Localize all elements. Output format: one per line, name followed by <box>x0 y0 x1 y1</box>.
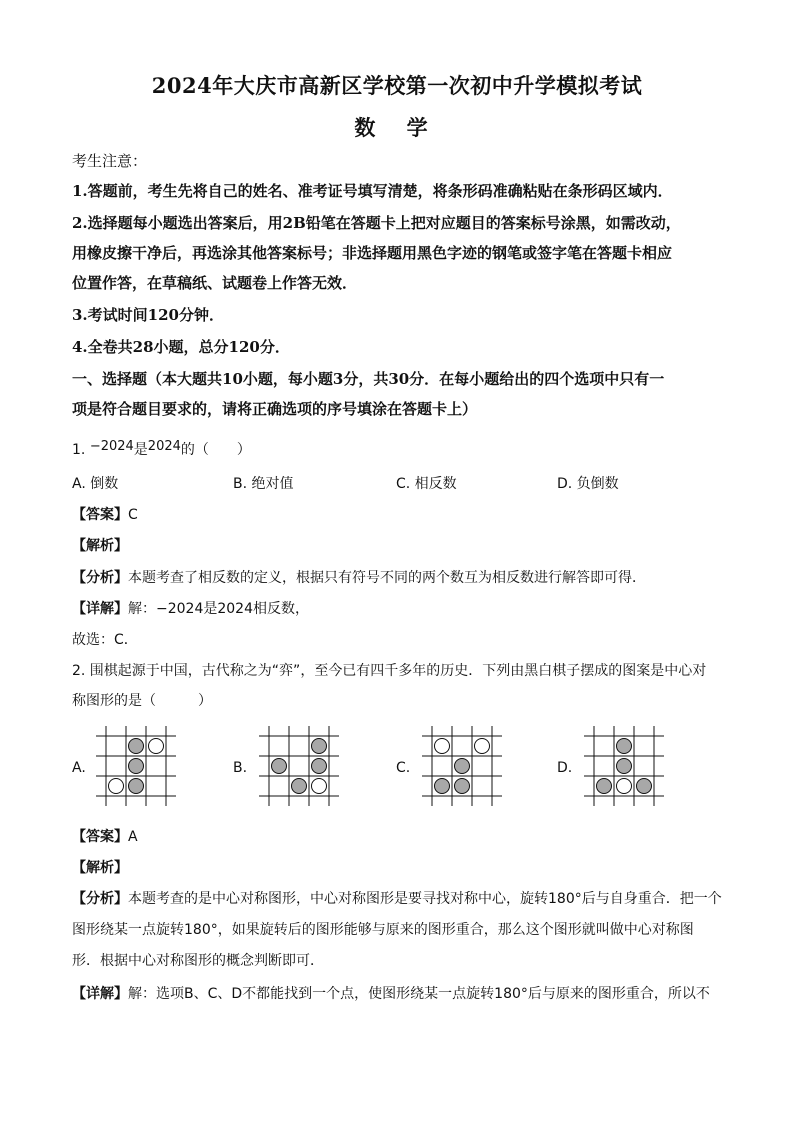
q1-analysis-heading <box>72 536 724 556</box>
xiangjie-tag: 【详解】 <box>72 986 128 1002</box>
black-stone <box>129 759 144 774</box>
notice-heading: 考生注意： <box>72 152 148 170</box>
expression: −2024 <box>89 439 134 454</box>
black-stone <box>129 779 144 794</box>
q2-option-c: C. <box>396 760 411 776</box>
black-stone <box>312 759 327 774</box>
fenxi-tag: 【分析】 <box>72 891 128 907</box>
q2-fenxi-line-2: 图形绕某一点旋转180°，如果旋转后的图形能够与原来的图形重合，那么这个图形就叫做中心对称图 <box>72 922 694 938</box>
white-stone <box>109 779 124 794</box>
q2-analysis-heading <box>72 858 724 878</box>
answer-value: A <box>128 829 138 845</box>
fenxi-text: 本题考查的是中心对称图形，中心对称图形是要寻找对称中心，旋转180°后与自身重合．把一个 <box>128 891 722 907</box>
xiangjie-text: 解：−2024是2024相反数， <box>128 601 309 617</box>
q2-fenxi-line-1 <box>72 889 724 909</box>
white-stone <box>312 779 327 794</box>
q1-option-c: C. 相反数 <box>396 476 457 492</box>
q1-option-a: A. 倒数 <box>72 476 119 492</box>
black-stone <box>292 779 307 794</box>
answer-tag: 【答案】 <box>72 507 128 523</box>
notice-line-6: 4.全卷共28小题，总分120分． <box>72 338 290 356</box>
q2-fenxi-line-3: 形．根据中心对称图形的概念判断即可． <box>72 953 324 969</box>
notice-line-2: 2.选择题每小题选出答案后，用2B铅笔在答题卡上把对应题目的答案标号涂黑，如需改动， <box>72 214 681 232</box>
fenxi-tag: 【分析】 <box>72 570 128 586</box>
question-number: 1. <box>72 442 86 458</box>
go-board-a <box>88 724 184 808</box>
black-stone <box>617 739 632 754</box>
go-board-d <box>576 724 672 808</box>
white-stone <box>149 739 164 754</box>
analysis-tag: 【解析】 <box>72 538 128 554</box>
black-stone <box>455 759 470 774</box>
q1-choose: 故选：C． <box>72 632 138 648</box>
q2-answer <box>72 827 724 847</box>
question-text: 是 <box>133 442 148 458</box>
white-stone <box>475 739 490 754</box>
xiangjie-tag: 【详解】 <box>72 601 128 617</box>
black-stone <box>455 779 470 794</box>
answer-tag: 【答案】 <box>72 829 128 845</box>
black-stone <box>617 759 632 774</box>
q2-option-a: A. <box>72 760 86 776</box>
q1-xiangjie <box>72 599 724 619</box>
black-stone <box>435 779 450 794</box>
q1-fenxi <box>72 568 724 588</box>
go-board-c <box>414 724 510 808</box>
fenxi-text: 本题考查了相反数的定义，根据只有符号不同的两个数互为相反数进行解答即可得． <box>128 570 646 586</box>
notice-line-4: 位置作答，在草稿纸、试题卷上作答无效． <box>72 274 358 292</box>
section-heading-line-1: 一、选择题（本大题共10小题，每小题3分，共30分．在每小题给出的四个选项中只有一 <box>72 370 665 388</box>
section-heading-line-2: 项是符合题目要求的，请将正确选项的序号填涂在答题卡上） <box>72 400 478 418</box>
q1-option-b: B. 绝对值 <box>233 476 294 492</box>
question-1 <box>72 440 724 461</box>
q2-xiangjie <box>72 984 724 1004</box>
black-stone <box>129 739 144 754</box>
notice-line-5: 3.考试时间120分钟． <box>72 306 224 324</box>
black-stone <box>637 779 652 794</box>
question-text: 的（ ） <box>180 442 251 458</box>
black-stone <box>272 759 287 774</box>
q1-answer <box>72 505 724 525</box>
analysis-tag: 【解析】 <box>72 860 128 876</box>
notice-line-1: 1.答题前，考生先将自己的姓名、准考证号填写清楚，将条形码准确粘贴在条形码区域内． <box>72 182 673 200</box>
exam-title: 2024年大庆市高新区学校第一次初中升学模拟考试 <box>151 73 643 98</box>
subject-title: 数 学 <box>354 115 440 140</box>
q2-option-b: B. <box>233 760 248 776</box>
white-stone <box>617 779 632 794</box>
notice-line-3: 用橡皮擦干净后，再选涂其他答案标号；非选择题用黑色字迹的钢笔或签字笔在答题卡相应 <box>72 244 673 262</box>
white-stone <box>435 739 450 754</box>
black-stone <box>312 739 327 754</box>
black-stone <box>597 779 612 794</box>
expression: 2024 <box>147 439 181 454</box>
q1-option-d: D. 负倒数 <box>557 476 619 492</box>
q2-option-d: D. <box>557 760 573 776</box>
answer-value: C <box>128 507 138 523</box>
go-board-b <box>251 724 347 808</box>
xiangjie-text: 解：选项B、C、D不都能找到一个点，使图形绕某一点旋转180°后与原来的图形重合，所以不 <box>128 986 710 1002</box>
question-2-line-2: 称图形的是（ ） <box>72 693 212 709</box>
question-2-line-1: 2. 围棋起源于中国，古代称之为“弈”，至今已有四千多年的历史．下列由黑白棋子摆成的图案是中心对 <box>72 663 707 679</box>
